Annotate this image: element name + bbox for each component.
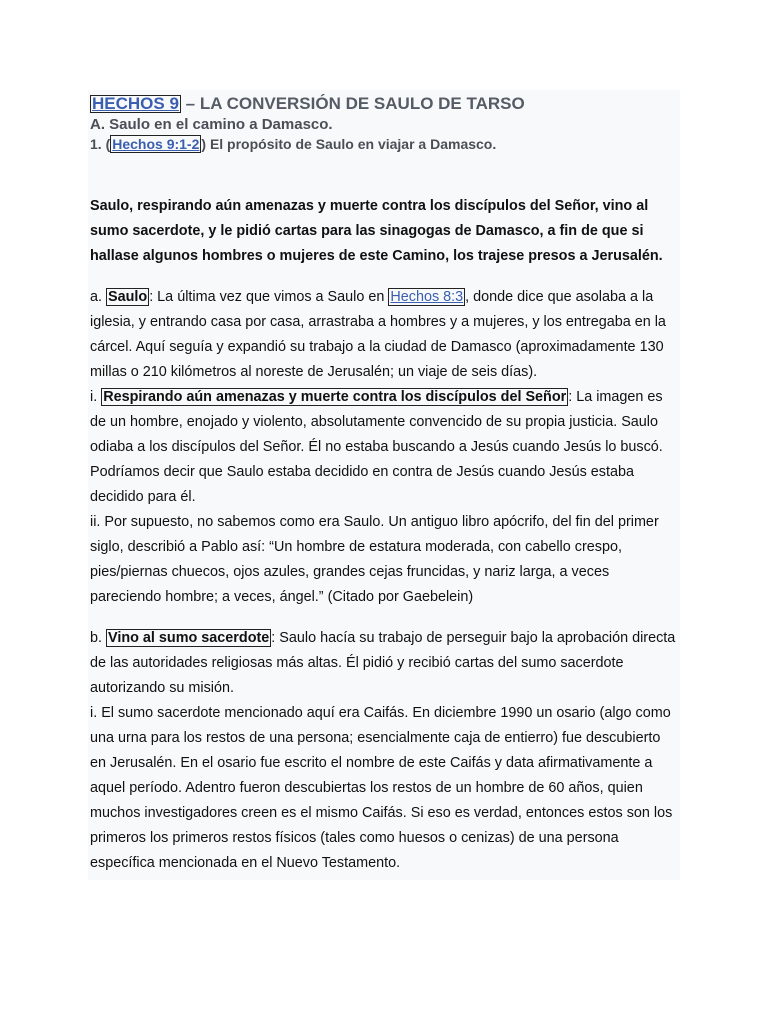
title-link-hechos-9[interactable]: HECHOS 9: [92, 94, 179, 113]
content-block: [88, 90, 680, 880]
paragraph-a: [90, 285, 678, 385]
para-a-prefix: a.: [90, 289, 106, 305]
link-hechos-9-1-2[interactable]: Hechos 9:1-2: [112, 136, 200, 152]
term-respirando: Respirando aún amenazas y muerte contra los discípulos del Señor: [103, 389, 567, 405]
para-a-i-text: : La imagen es de un hombre, enojado y violento, absolutamente convencido de su propia justicia. Saulo odiaba a los discípulos del Señor. Él no estaba buscando a Jesús cuando Jesús lo buscó. Podríamos decir que Saulo estaba decidido en contra de Jesús cuando Jesús estaba decidido para él.: [90, 389, 663, 505]
para-a-i-prefix: i.: [90, 389, 102, 405]
para-b-prefix: b.: [90, 630, 106, 646]
spacer: [90, 154, 678, 194]
link-hechos-8-3[interactable]: Hechos 8:3: [390, 289, 464, 305]
spacer: [90, 610, 678, 626]
page-title: [90, 93, 678, 115]
paragraph-b: [90, 626, 678, 701]
paragraph-a-i: [90, 385, 678, 510]
verse-text: Saulo, respirando aún amenazas y muerte contra los discípulos del Señor, vino al sumo sacerdote, y le pidió cartas para las sinagogas de Damasco, a fin de que si hallase algunos hombres o mujeres de este Camino, los trajese presos a Jerusalén.: [90, 198, 663, 264]
para-b-text: : Saulo hacía su trabajo de perseguir bajo la aprobación directa de las autoridades religiosas más altas. Él pidió y recibió cartas del sumo sacerdote autorizando su misión.: [90, 630, 676, 696]
title-text: – LA CONVERSIÓN DE SAULO DE TARSO: [180, 94, 525, 113]
paragraph-b-i: i. El sumo sacerdote mencionado aquí era Caifás. En diciembre 1990 un osario (algo como una urna para los restos de una persona; esencialmente caja de entierro) fue descubierto en Jerusalén. En el osario fue escrito el nombre de este Caifás y data afirmativamente a aquel período. Adentro fueron descubiertas los restos de un hombre de 60 años, quien muchos investigadores creen es el mismo Caifás. Si eso es verdad, entonces estos son los primeros los primeros restos físicos (tales como huesos o cenizas) de una persona específica mencionada en el Nuevo Testamento.: [90, 705, 673, 871]
point-prefix: 1. (: [90, 136, 111, 152]
term-vino-al-sumo-sacerdote: Vino al sumo sacerdote: [108, 630, 270, 646]
para-a-text2: , donde dice que asolaba a la iglesia, y entrando casa por casa, arrastraba a hombres y a mujeres, y los entregaba en la cárcel. Aquí seguía y expandió su trabajo a la ciudad de Damasco (aproximadamente 130 millas o 210 kilómetros al noreste de Jerusalén; un viaje de seis días).: [90, 289, 666, 380]
paragraph-a-ii: ii. Por supuesto, no sabemos como era Saulo. Un antiguo libro apócrifo, del fin del primer siglo, describió a Pablo así: “Un hombre de estatura moderada, con cabello crespo, pies/piernas chuecos, ojos azules, grandes cejas fruncidas, y nariz larga, a veces pareciendo hombre; a veces, ángel.” (Citado por Gaebelein): [90, 514, 659, 605]
section-heading-a: A. Saulo en el camino a Damasco.: [90, 116, 333, 133]
para-a-text1: : La última vez que vimos a Saulo en: [149, 289, 389, 305]
term-saulo: Saulo: [108, 289, 148, 305]
point-heading-1: [90, 134, 678, 154]
point-text: ) El propósito de Saulo en viajar a Damasco.: [201, 136, 497, 152]
spacer: [90, 269, 678, 285]
